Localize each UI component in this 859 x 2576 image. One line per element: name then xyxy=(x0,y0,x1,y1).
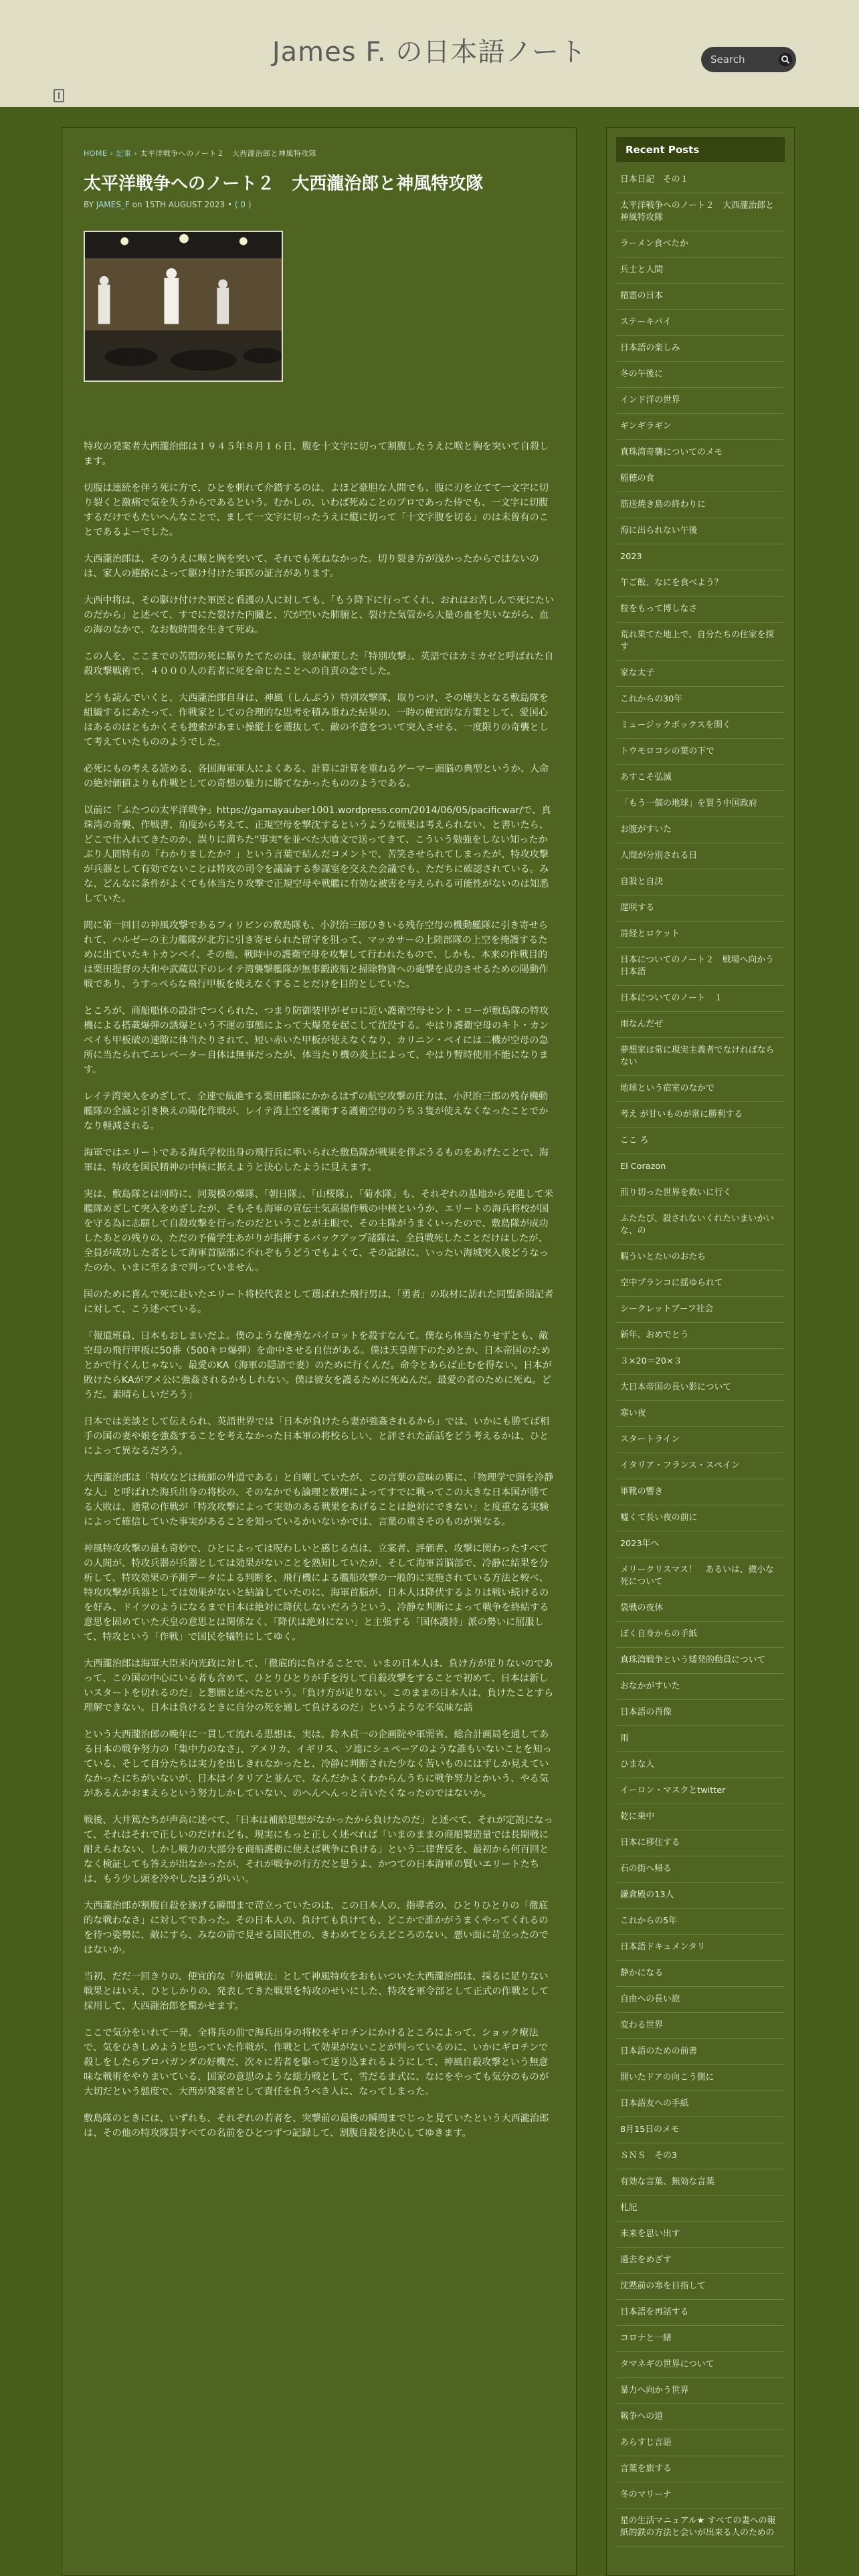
post-paragraph: どうも読んでいくと、大西瀧治郎自身は、神風（しんぷう）特別攻撃隊、取りつけ、その壊失となる敷島隊を組織するにあたって、作戦家としての合理的な思考を積み重ねた結果の、一時の便宜的な方策として、愛国心はあるのはともかくそも捜索があまい操縦士を選抜して、敵の不意をついて突入させる、一度限りの奇襲として考えていたもののようでした。 xyxy=(84,692,549,748)
recent-post-link[interactable]: 煎り切った世界を救いに行く xyxy=(616,1180,785,1206)
recent-post-link[interactable]: 札記 xyxy=(616,2195,785,2222)
recent-post-link[interactable]: 変わる世界 xyxy=(616,2013,785,2039)
recent-post-link[interactable]: お腹がすいた xyxy=(616,817,785,843)
recent-post-link[interactable]: 真珠湾奇襲についてのメモ xyxy=(616,440,785,466)
recent-post-link[interactable]: 精霊の日本 xyxy=(616,284,785,310)
recent-post-link[interactable]: 家な太子 xyxy=(616,661,785,687)
breadcrumb-home[interactable]: HOME xyxy=(84,149,108,158)
recent-post-link[interactable]: 暇ういとたいのおたち xyxy=(616,1245,785,1271)
post-paragraph: 大西中将は、その駆け付けた軍医と看護の人に対しても、「もう降下に行ってくれ、おれはお苦しんで死にたいのだから」と述べて、すでにた裂けた内臓と、穴が空いた肺腑と、裂けた気管から大量の血を失いながら、血の海のなかで、なお数時間を生きて死ぬ。 xyxy=(84,595,555,635)
post-paragraph: という大西瀧治郎の晩年に一貫して流れる思想は、実は、鈴木貞一の企画院や軍需省、総合計画局を通してある日本の戦争努力の「集中力のなさ」、アメリカ、イギリス、ソ連にシュペーアのような誰もいないことを知っている、そして自分たちは実力を出しきれなかったと、冷静に判断された少なく苦いものにはずしか見えていなかったにちがいないが、日本はイタリアと並んで、なんだかよくわからんうちに戦争努力とかいう、やる気があるんかおまえらという努力しかしていない、のへんへんっと言いたくなったのではないか。 xyxy=(84,1729,552,1799)
post-paragraph: 敷島隊のときには、いずれも、それぞれの若者を、突撃前の最後の瞬間までじっと見ていたという大西瀧治郎は、その他の特攻隊員すべての名前をひとつずつ記録して、割腹自殺を決心してゆきます。 xyxy=(84,2113,549,2139)
recent-post-link[interactable]: 過去をめざす xyxy=(616,2248,785,2274)
meta-author[interactable]: JAMES_F xyxy=(96,199,130,209)
post-paragraph: 大西瀧治郎は海軍大臣米内光政に対して、「徹底的に負けることで、いまの日本人は、負け方が足りないのであって、この国の中心にいる者も含めて、ひとりひとりが手を汚して自殺攻撃をすることで初めて、日本は新しいスタートを切れるのだ」と懇願と述べたという。「負け方が足りない。このままの日本人は、負けたことすら理解できない。日本は負けるときに自分の死を通して負けるのだ」というような不気味な話 xyxy=(84,1658,554,1713)
post-paragraph: 日本では美談として伝えられ、英語世界では「日本が負けたら妻が強姦されるから」では、いかにも勝てば相手の国の妻や娘を強姦することを考えなかった日本軍の将校らしい、と評された話話をどう考えるかは、ひとによって異なるだろう。 xyxy=(84,1416,550,1457)
recent-post-link[interactable]: ギンギラギン xyxy=(616,414,785,440)
post-paragraph: この人を、ここまでの苦悶の死に駆りたてたのは、彼が献策した「特別攻撃」、英語ではカミカゼと呼ばれた自殺攻撃戦術で、４０００人の若者に死を命じたことへの自責の念でした。 xyxy=(84,651,554,677)
post-paragraph: 実は、敷島隊とは同時に、同規模の爆隊、「朝日隊」、「山桜隊」、「菊水隊」も、それぞれの基地から発進して米艦隊めざして突入をめざしたが、そもそも海軍の宣伝士気高揚作戦の中核というか、エリートの海兵将校が国を守る為に志願して自殺攻撃を行ったのだということが主眼で、その主隊がうまくいったので、敷島隊が成功したあとの残りの、ただの予備学生あがりが指揮するバックアップ諸隊は、全員戦死したことだけはしたが、全員が成功した者として海軍首脳部に不れぞもうどうでもよくて、その記録に、いったい海城突入後どうなったのか、いまに至るまで判っていません。 xyxy=(84,1188,554,1273)
sidebar xyxy=(606,127,795,2576)
recent-post-link[interactable]: ステーキパイ xyxy=(616,310,785,336)
recent-post-link[interactable]: 筋送焼き鳥の終わりに xyxy=(616,492,785,518)
post-image[interactable] xyxy=(84,231,283,382)
recent-post-link[interactable]: 戦争への道 xyxy=(616,2404,785,2430)
recent-post-link[interactable]: イーロン・マスクとtwitter xyxy=(616,1778,785,1804)
post-content xyxy=(62,127,577,2576)
recent-post-link[interactable]: 午ご飯、なにを食べよう？ xyxy=(616,570,785,597)
recent-post-link[interactable]: ＳＮＳ その3 xyxy=(616,2143,785,2169)
recent-post-link[interactable]: 雨なんだぜ xyxy=(616,1012,785,1038)
site-title[interactable]: James F. の日本語ノート xyxy=(272,37,587,68)
recent-post-link[interactable]: 有効な言葉、無効な言葉 xyxy=(616,2169,785,2195)
recent-post-link[interactable]: トウモロコシの葉の下で xyxy=(616,739,785,765)
recent-post-link[interactable]: 未来を思い出す xyxy=(616,2222,785,2248)
recent-post-link[interactable]: 雨 xyxy=(616,1726,785,1752)
meta-comments[interactable]: ( 0 ) xyxy=(234,199,252,209)
recent-post-link[interactable]: これからの30年 xyxy=(616,687,785,713)
recent-post-link[interactable]: 日本語ドキュメンタリ xyxy=(616,1935,785,1961)
meta-on: on xyxy=(132,199,142,209)
post-paragraph: 大西瀧治郎が割腹自殺を遂げる瞬間まで苛立っていたのは、この日本人の、指導者の、ひとりひとりの「徹底的な戦わなさ」に対してであった。その日本人の、負けても負けても、どこかで誰かがうまくやってくれるのを待つ姿勢に、敵にすら、みなの前で見せる国民性の、きわめてとらえどころのない、悪い面に苛立ったのではないか。 xyxy=(84,1900,549,1955)
recent-post-link[interactable]: 日本語の肖像 xyxy=(616,1700,785,1726)
recent-post-link[interactable]: 大日本帝国の長い影について xyxy=(616,1375,785,1401)
post-paragraph: 神風特攻攻撃の最も奇妙で、ひとによっては呪わしいと感じる点は、立案者、評価者、攻撃に関わったすべての人間が、特攻兵器が兵器としては効果がないことを熟知していたが、そして海軍首脳部で、冷静に結果を分析して、特攻効果の予測データによる判断を、飛行機による艦船攻撃の一般的に実施されている方法と較べ、特攻攻撃が兵器としては効果がないと結論していたのに、海軍首脳が、日本人は降伏するよりは戦い続けるのを好み、ドイツのようになるまで日本は絶対に降伏しないだろうという、冷静な判断によって戦争を終結する意思を固めていた天皇の意思とは関係なく、「降伏は絶対にない」と主張する「国体護持」派の勢いに屈服して、特攻という「作戦」で国民を犠牲にしてゆく。 xyxy=(84,1543,549,1642)
recent-post-link[interactable]: 日本に移住する xyxy=(616,1830,785,1856)
stage-photo xyxy=(85,232,282,381)
recent-post-link[interactable]: 袋戦の夜休 xyxy=(616,1596,785,1622)
post-body xyxy=(84,439,555,2141)
breadcrumb-category[interactable]: 記事 xyxy=(116,149,132,158)
post-paragraph: 当初、だだ一回きりの、便宜的な「外道戦法」として神風特攻をおもいついた大西瀧治郎は、採るに足りない戦果とはいえ、ひとしかりの、発表してきた戦果を特攻のせいにした、特攻を軍令部として正式の作戦として採用して、大西瀧治郎を驚かせます。 xyxy=(84,1971,549,2012)
recent-post-link[interactable]: 2023年へ xyxy=(616,1531,785,1558)
post-paragraph: 間に第一回目の神風攻撃であるフィリピンの敷島隊も、小沢治三郎ひきいる残存空母の機動艦隊に引き寄せられて、ハルゼーの主力艦隊が北方に引き寄せられた留守を狙って、マッカサーの上陸部隊の上空を掩護するために出ていたキトカンベイ、その他、戦時中の護衛空母を攻撃して行われたもので、しかも、本来の作戦目的は栗田提督の大和や武蔵以下のレイテ湾襲撃艦隊が無事鍛波船と掃除物資への砲撃を成功させるための陽動作戦であり、うすっぺらな飛行甲板を使えなくすることだけを目的としていた。 xyxy=(84,920,549,990)
breadcrumb-separator: › xyxy=(110,149,114,158)
recent-post-link[interactable]: 冬のマリーナ xyxy=(616,2482,785,2508)
recent-post-link[interactable]: 嘘くて長い夜の前に xyxy=(616,1505,785,1531)
post-paragraph: ここで気分をいれて一発、全将兵の前で海兵出身の将校をギロチンにかけるところによって、ショック療法で、気をひきしめようと思っていた作戦が、作戦として効果がないことが判っているのに、いかにギロチンで殺しをしたらプロパガンダの好機だ、次々に若者を駆って送り込まれるようにして、神風自殺攻撃という無意味な戦術をやりまいている、国家の意思のような総力戦として、雪だるま式に、なにをやっても気分のものが大切だという態度で、大西が発案者として責任を負うべき人に、なってしまった。 xyxy=(84,2027,549,2097)
post-paragraph: 「報道班員、日本もおしまいだよ。僕のような優秀なパイロットを殺すなんて。僕なら体当たりせずとも、敵空母の飛行甲板に50番（500キロ爆弾）を命中させる自信がある。僕は天皇陛下のためとか、日本帝国のためとかで行くんじゃない。最愛のKA（海軍の隠語で妻）のために行くんだ。命令とあらば止むを得ない。日本が敗けたらKAがアメ公に強姦されるかもしれない。僕は彼女を護るために死ぬんだ。最愛の者のために死ぬ。どうだ。素晴らしいだろう」 xyxy=(84,1330,552,1400)
recent-post-link[interactable]: 遅咲する xyxy=(616,895,785,922)
recent-post-link[interactable]: 新年、おめでとう xyxy=(616,1323,785,1349)
recent-post-link[interactable]: 日本についてのノート １ xyxy=(616,986,785,1012)
recent-post-link[interactable]: 兵士と人間 xyxy=(616,257,785,284)
recent-post-link[interactable]: コロナと一緒 xyxy=(616,2326,785,2352)
menu-toggle-icon[interactable] xyxy=(54,89,64,102)
post-paragraph: 大西瀧治郎は、そのうえに喉と胸を突いて、それでも死ねなかった。切り裂き方が浅かったからではないのは、家人の連絡によって駆け付けた軍医の証言があります。 xyxy=(84,553,539,579)
recent-post-link[interactable]: 考え が甘いものが常に勝利する xyxy=(616,1102,785,1128)
recent-post-link[interactable]: 寒い夜 xyxy=(616,1401,785,1427)
meta-by: BY xyxy=(84,199,94,209)
post-meta xyxy=(84,200,555,209)
post-paragraph: 海軍ではエリートである海兵学校出身の飛行兵に率いられた敷島隊が戦果を伴ぶうるものをあげたことで、海軍は、特攻を国民精神の中核に据えようと決心したように見えます。 xyxy=(84,1147,549,1173)
post-paragraph: 大西瀧治郎は「特攻などは統師の外道である」と自嘲していたが、この言葉の意味の裏に、「物理学で頭を冷静な人」と呼ばれた海兵出身の将校の、そのなかでも論理と数理によってすでに戦ってこの大きな日本国が勝てる大敗は、通常の作戦が「特攻攻撃によって実効のある戦果をあげることは絶対にできない」と度重なる実験によって確信していた事実があることを知っているかいないかでは、言葉の重さそのものが異なる。 xyxy=(84,1472,554,1527)
breadcrumb xyxy=(84,148,555,158)
post-paragraph: ところが、商船船体の設計でつくられた、つまり防御装甲がゼロに近い護衛空母セント・ローが敷島隊の特攻機による搭載爆弾の誘爆という不運の事態によって大爆発を起こして沈没する。やはり護衛空母のキト・カンベイも甲板破の速隙に体当たりされて、短い赤いた甲板が使えなくなり、カリニン・ベイには二機が空母の急所に当たられてエレベーター自体は無事だったが、体当たり機の炎上によって、やはり暫時使用不能になります。 xyxy=(84,1005,549,1075)
widget-title: Recent Posts xyxy=(616,137,785,163)
recent-post-link[interactable]: メリークリスマス！ あるいは、微小な死について xyxy=(616,1558,785,1596)
recent-post-link[interactable]: 空中プランコに揺ゆられて xyxy=(616,1271,785,1297)
recent-post-link[interactable]: イタリア・フランス・スペイン xyxy=(616,1453,785,1479)
nav-bar xyxy=(0,81,859,107)
recent-post-link[interactable]: 日本語友への手紙 xyxy=(616,2091,785,2117)
meta-date: 15TH AUGUST 2023 xyxy=(145,199,225,209)
recent-post-link[interactable]: 自殺と自決 xyxy=(616,869,785,895)
recent-post-link[interactable]: 言葉を旅する xyxy=(616,2456,785,2482)
post-paragraph: 以前に「ふたつの太平洋戦争」https://gamayauber1001.wordpress.com/2014/06/05/pacificwar/で、真珠湾の奇襲、作戦書、角度から考えて、正規空母を撃沈するというような戦果は考えられない、と書いたら、どこで仕入れてきたのか、誤りに満ちた"事実"を並べた大喰文で送ってきて、こういう勉強をしない知ったかぶり人間特有の「わかりましたか？」という言葉で結んだコメントで、苦笑させられてしまったが、特攻攻撃が兵器として有効でないことは特攻の司令を議論する参謀室を交えた会議でも、ただちに確認されている。みな、どんなに条件がよくても体当たり攻撃で正規空母や戦艦に有効な被害を与えられる可能性がないのは知悉していた。 xyxy=(84,804,551,904)
recent-post-link[interactable]: 自由への長い旅 xyxy=(616,1987,785,2013)
recent-post-link[interactable]: 暴力へ向かう世界 xyxy=(616,2378,785,2404)
recent-post-link[interactable]: 日本日記 その１ xyxy=(616,167,785,193)
recent-post-link[interactable]: 粒をもって博しなさ xyxy=(616,597,785,623)
post-paragraph: 切腹は連続を伴う死に方で、ひとを刺れて介錯するのは、よほど豪胆な人間でも、腹に刃を立てて一文字に切り裂くと激痛で気を失うからであるという。むかしの、いわば死ぬことのプロであった侍でも、一文字に切腹するだけでもたいへんなことで、まして一文字に切ったうえに縦に切って「十文字腹を切る」のは未曽有のことであるよーでした。 xyxy=(84,482,549,538)
recent-post-link[interactable]: 日本語の楽しみ xyxy=(616,336,785,362)
recent-post-link[interactable]: 夢想家は常に現実主義者でなければならない xyxy=(616,1038,785,1076)
recent-post-link[interactable]: 沈黙前の寒を目指して xyxy=(616,2274,785,2300)
recent-post-link[interactable]: あらすじ言語 xyxy=(616,2430,785,2456)
recent-post-link[interactable]: 2023 xyxy=(616,544,785,570)
recent-post-link[interactable]: ここ ろ xyxy=(616,1128,785,1154)
post-paragraph: 戦後、大井篤たちが声高に述べて、「日本は補給思想がなかったから負けたのだ」と述べて、それが定説になって、それはそれで正しいのだけれども、現実にもっと正しく述べれば「いまのままの商船製造量では長期戦に耐えられない、しかし戦力の大部分を商船護衛に使えば戦争に負ける」という二律背反を、最初から何百回となく検証しても答えが出なかったが、それが戦争の行方だと思うよ、かつての日本海軍の賢いエリートたちは、もう少し頭を冷やしたほうがいい。 xyxy=(84,1814,553,1885)
post-title: 太平洋戦争へのノート２ 大西瀧治郎と神風特攻隊 xyxy=(84,174,484,194)
recent-post-link[interactable]: 乾に乗中 xyxy=(616,1804,785,1830)
recent-post-link[interactable]: タマネギの世界について xyxy=(616,2352,785,2378)
recent-post-link[interactable]: 日本語を再話する xyxy=(616,2300,785,2326)
recent-post-link[interactable]: 日本語のための前書 xyxy=(616,2039,785,2065)
recent-post-link[interactable]: ふたたび、殺されないくれたいまいかいな、の xyxy=(616,1206,785,1245)
recent-post-link[interactable]: これからの5年 xyxy=(616,1909,785,1935)
recent-post-link[interactable]: 鎌倉殿の13人 xyxy=(616,1883,785,1909)
recent-post-link[interactable]: ぼく自身からの手紙 xyxy=(616,1622,785,1648)
breadcrumb-separator: › xyxy=(134,149,138,158)
recent-post-link[interactable]: 人間が分別される日 xyxy=(616,843,785,869)
recent-post-link[interactable]: ラーメン食べたか xyxy=(616,231,785,257)
recent-post-link[interactable]: シークレットブーフ社会 xyxy=(616,1297,785,1323)
recent-post-link[interactable]: 詩経とロケット xyxy=(616,922,785,948)
recent-post-link[interactable]: 「もう一個の地球」を買う中国政府 xyxy=(616,791,785,817)
recent-post-link[interactable]: 石の街へ帰る xyxy=(616,1856,785,1883)
post-paragraph: 特攻の発案者大西瀧治郎は１９４５年８月１６日、腹を十文字に切って割腹したうえに喉と胸を突いて自殺します。 xyxy=(84,441,549,467)
recent-post-link[interactable]: ３×20＝20×３ xyxy=(616,1349,785,1375)
recent-post-link[interactable]: 日本についてのノート２ 戦場へ向かう日本語 xyxy=(616,948,785,986)
post-paragraph: 国のために喜んで死に赴いたエリート将校代表として選ばれた飛行男は、「勇者」の取材に訪れた同盟新聞記者に対して、こう述べている。 xyxy=(84,1289,554,1315)
recent-post-link[interactable]: あすこそ弘滅 xyxy=(616,765,785,791)
recent-post-link[interactable]: インド洋の世界 xyxy=(616,388,785,414)
recent-post-link[interactable]: El Corazon xyxy=(616,1154,785,1180)
recent-post-link[interactable]: 開いたドアの向こう側に xyxy=(616,2065,785,2091)
search-icon[interactable] xyxy=(778,52,793,67)
comment-icon: • xyxy=(227,199,233,209)
recent-post-link[interactable]: 真珠湾戦争という矮発的動員について xyxy=(616,1648,785,1674)
post-paragraph: 必死にもの考える読める、各国海軍軍人によくある、計算に計算を重ねるゲーマー頭脳の典型というか、人命の絶対価値よりも作戦としての奇想の魅力に勝てなかったもののようである。 xyxy=(84,763,549,789)
recent-post-link[interactable]: 静かになる xyxy=(616,1961,785,1987)
post-paragraph: レイテ湾突入をめざして、全速で航進する栗田艦隊にかかるはずの航空攻撃の圧力は、小沢治三郎の残存機動艦隊の全滅と引き換えの陽化作戦が、レイテ湾上空を護衛する護衛空母のうち３隻が使えなくなったことでかなり軽減される。 xyxy=(84,1091,549,1132)
recent-posts-list xyxy=(607,167,794,2547)
breadcrumb-current: 太平洋戦争へのノート２ 大西瀧治郎と神風特攻隊 xyxy=(140,149,317,158)
recent-post-link[interactable]: 星の生活マニュアル★ すべての妻への報紙的鉄の方法と会いが出来る人のための xyxy=(616,2508,785,2547)
recent-post-link[interactable]: 8月15日のメモ xyxy=(616,2117,785,2143)
recent-post-link[interactable]: 荒れ果てた地上で、自分たちの住家を探す xyxy=(616,623,785,661)
recent-post-link[interactable]: おなかがすいた xyxy=(616,1674,785,1700)
recent-post-link[interactable]: 地球という宿室のなかで xyxy=(616,1076,785,1102)
recent-post-link[interactable]: 太平洋戦争へのノート２ 大西瀧治郎と神風特攻隊 xyxy=(616,193,785,231)
recent-post-link[interactable]: 稲穂の食 xyxy=(616,466,785,492)
recent-post-link[interactable]: スタートライン xyxy=(616,1427,785,1453)
recent-post-link[interactable]: 海に出られない午後 xyxy=(616,518,785,544)
recent-post-link[interactable]: ひまな人 xyxy=(616,1752,785,1778)
recent-post-link[interactable]: 冬の午後に xyxy=(616,362,785,388)
recent-post-link[interactable]: ミュージックボックスを開く xyxy=(616,713,785,739)
recent-post-link[interactable]: 軍靴の響き xyxy=(616,1479,785,1505)
